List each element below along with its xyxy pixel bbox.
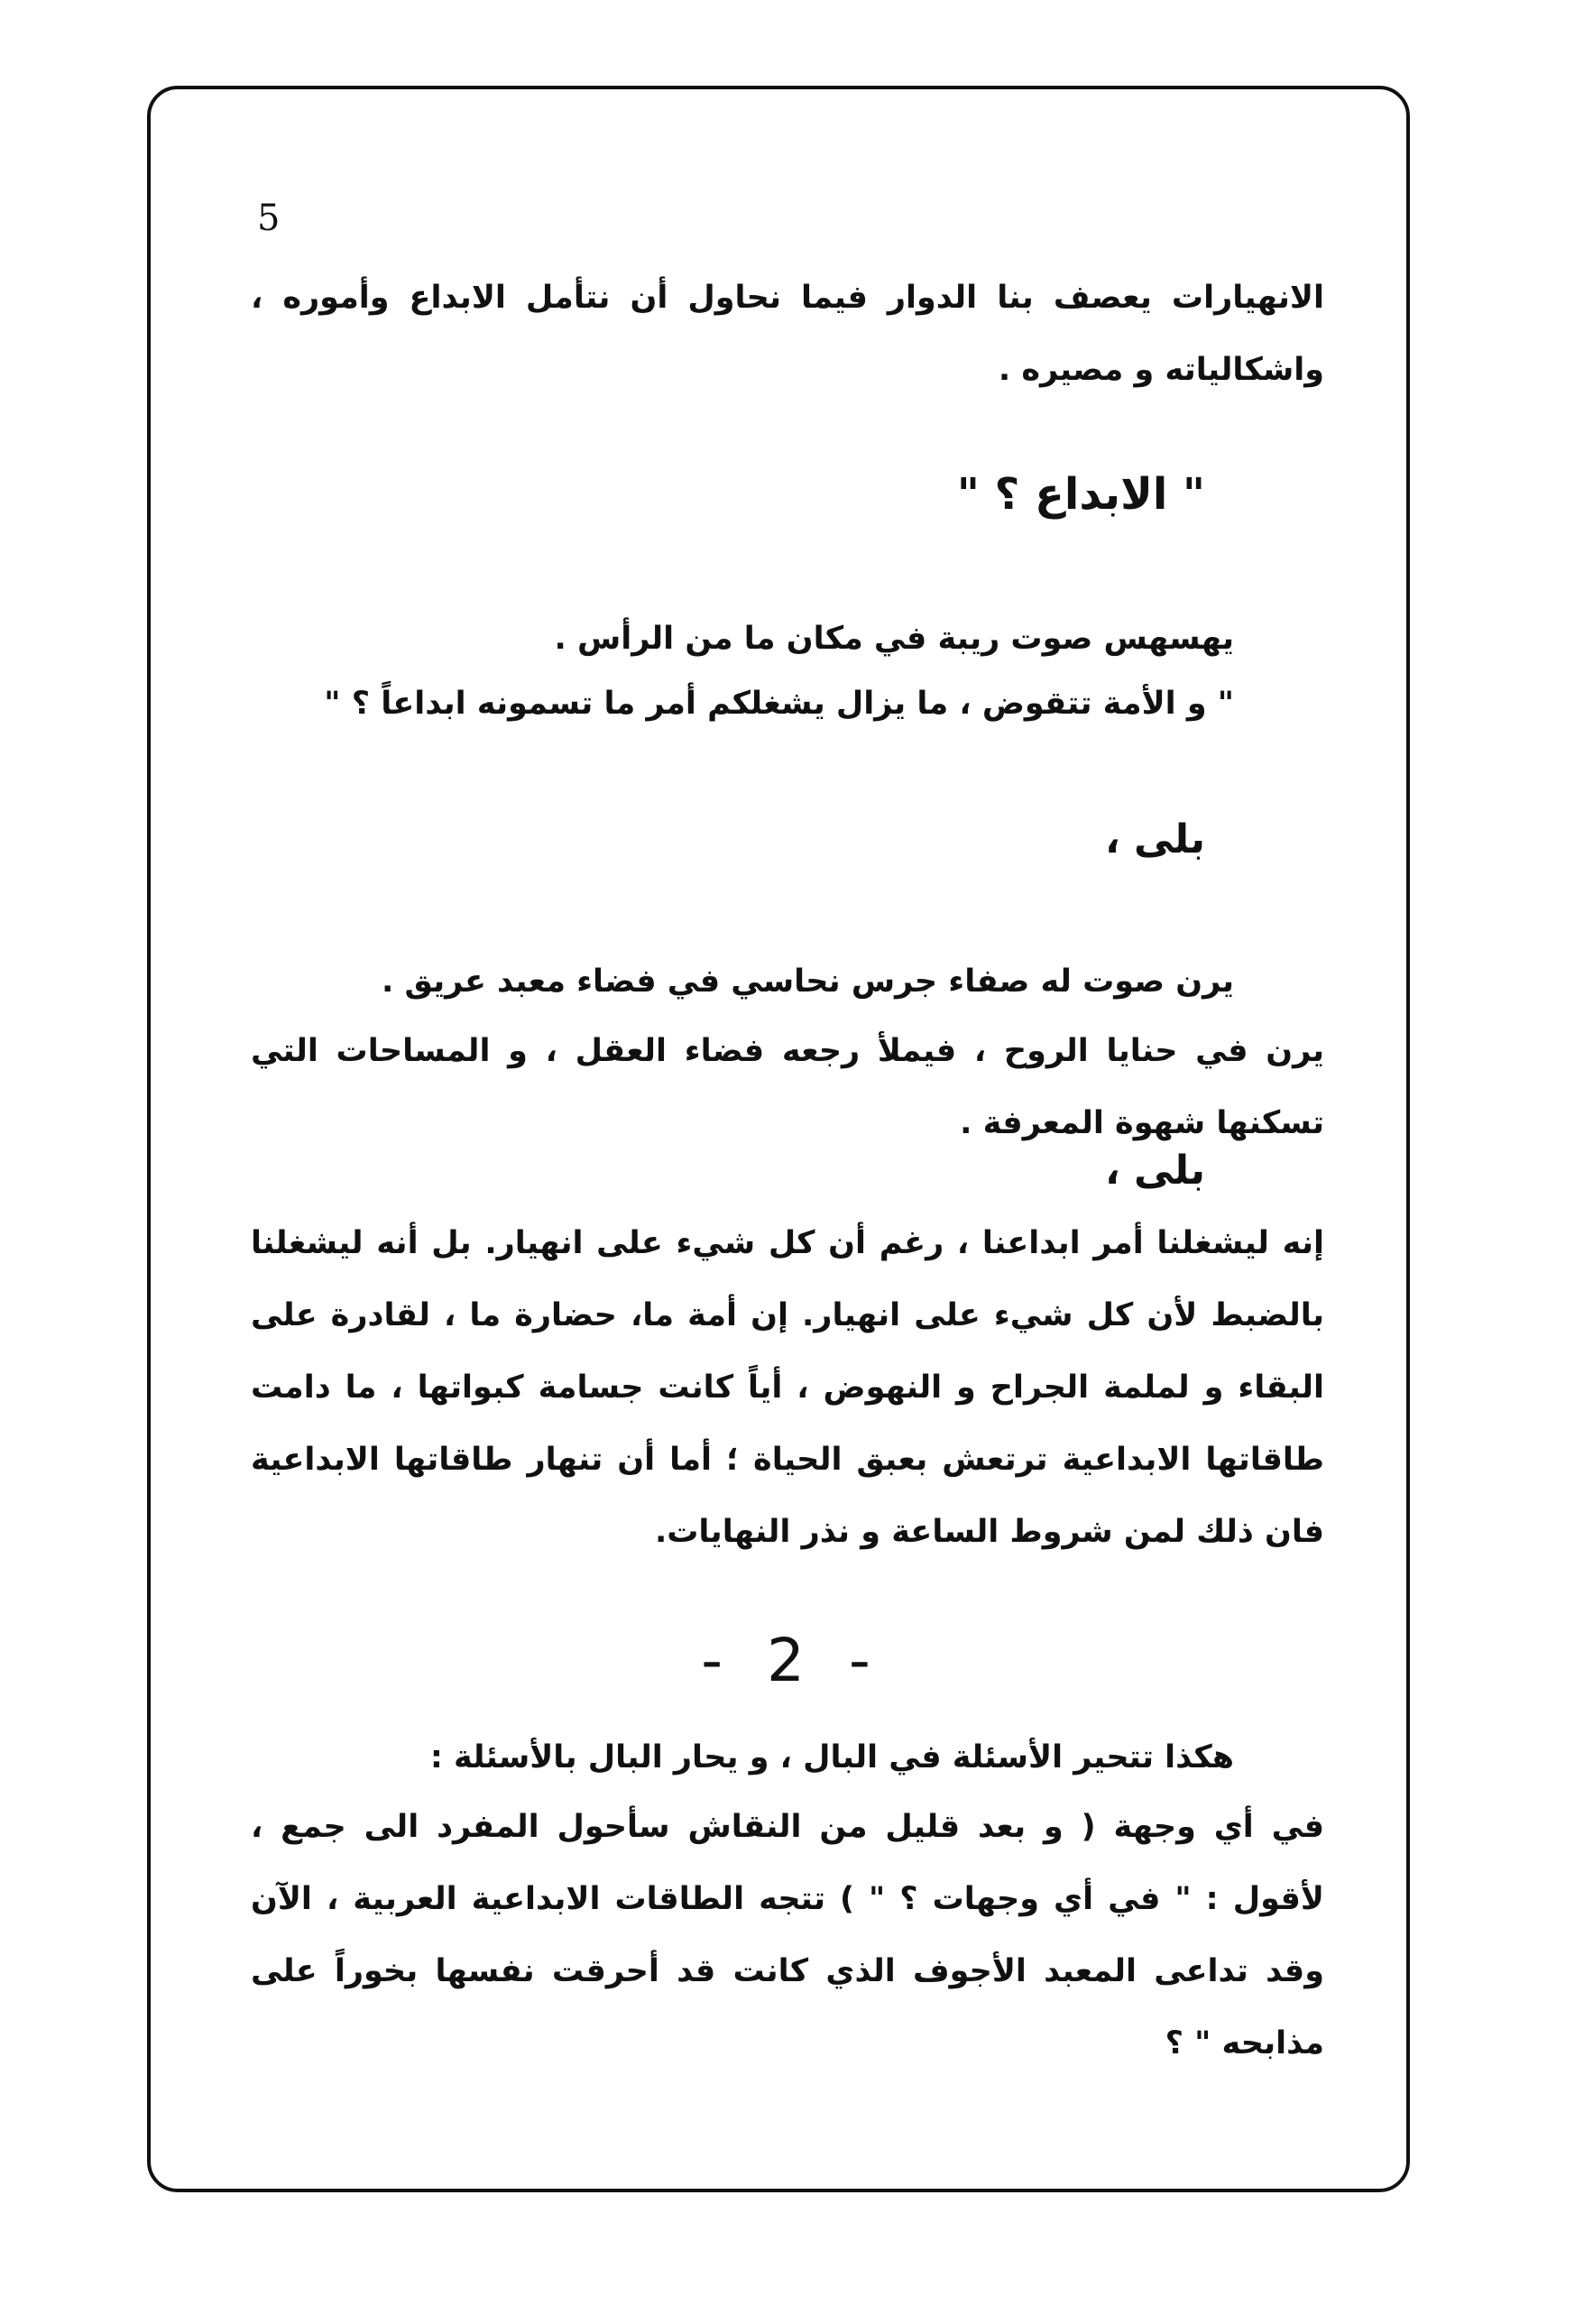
- questions-paragraph: في أي وجهة ( و بعد قليل من النقاش سأحول المفرد الى جمع ، لأقول : " في أي وجهات ؟ " ) تتجه الطاقات الابداعية العربية ، الآن وقد تداعى المعبد الأجوف الذي كانت قد أحرقت نفسها بخوراً على مذابحه " ؟: [251, 1809, 1324, 2061]
- answer-yes-2: بلى ،: [1104, 1148, 1205, 1194]
- answer-yes-1: بلى ،: [1104, 816, 1205, 862]
- ring-line-1: يرن صوت له صفاء جرس نحاسي في فضاء معبد عريق .: [382, 964, 1234, 1000]
- section-number: - 2 -: [701, 1626, 883, 1695]
- main-paragraph: إنه ليشغلنا أمر ابداعنا ، رغم أن كل شيء على انهيار. بل أنه ليشغلنا بالضبط لأن كل شيء على انهيار. إن أمة ما، حضارة ما ، لقادرة على البقاء و لملمة الجراح و النهوض ، أياً كانت جسامة كبواتها ، ما دامت طاقاتها الابداعية ترتعش بعبق الحياة ؛ أما أن تنهار طاقاتها الابداعية فان ذلك لمن شروط الساعة و نذر النهايات.: [251, 1225, 1324, 1550]
- questions-intro: هكذا تتحير الأسئلة في البال ، و يحار البال بالأسئلة :: [429, 1739, 1234, 1775]
- intro-paragraph: الانهيارات يعصف بنا الدوار فيما نحاول أن نتأمل الابداع وأموره ، واشكالياته و مصيره .: [251, 280, 1324, 388]
- whisper-line-2: " و الأمة تتقوض ، ما يزال يشغلكم أمر ما تسمونه ابداعاً ؟ ": [324, 686, 1234, 722]
- heading-question: " الابداع ؟ ": [956, 469, 1205, 520]
- page-number: 5: [257, 198, 281, 239]
- whisper-line-1: يهسهس صوت ريبة في مكان ما من الرأس .: [554, 621, 1234, 657]
- ring-paragraph: يرن في حنايا الروح ، فيملأ رجعه فضاء العقل ، و المساحات التي تسكنها شهوة المعرفة .: [251, 1033, 1324, 1141]
